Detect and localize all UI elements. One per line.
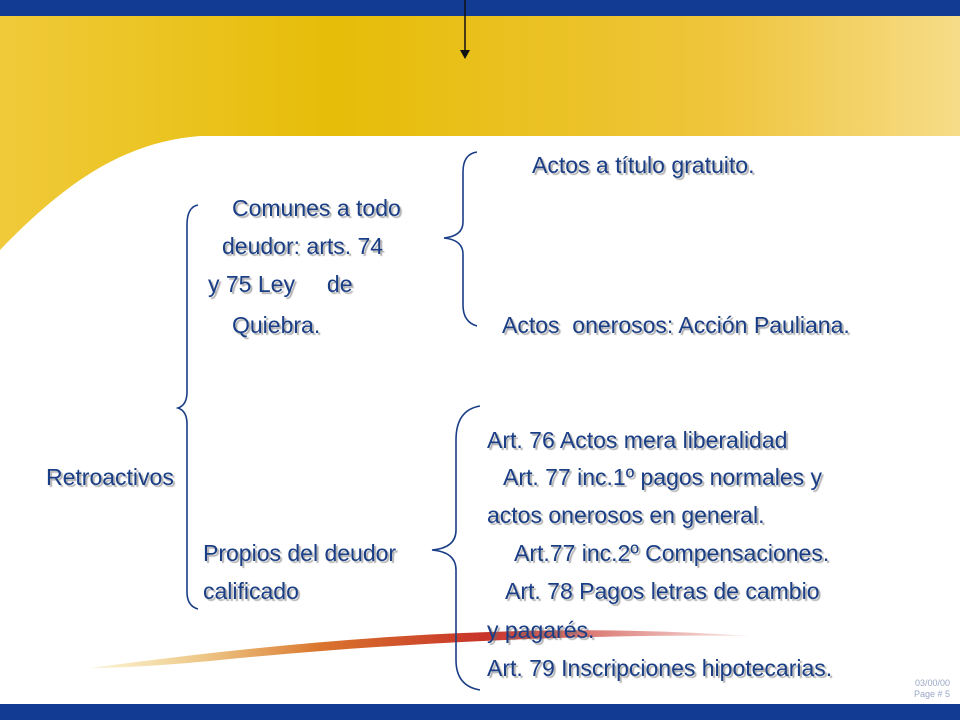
comunes-line-3: y 75 Ley de xyxy=(208,271,353,297)
art77-inc2-text: Art.77 inc.2º Compensaciones. xyxy=(514,540,830,566)
comunes-line-1: Comunes a todo xyxy=(232,195,401,221)
footer-date: 03/00/00 xyxy=(914,678,950,688)
propios-line-1: Propios del deudor xyxy=(203,540,397,566)
art78-continuation: y pagarés. xyxy=(487,617,595,643)
main-brace xyxy=(178,205,198,609)
down-arrow-head xyxy=(460,50,470,59)
comunes-line-4: Quiebra. xyxy=(232,312,321,338)
art77-inc1-continuation: actos onerosos en general. xyxy=(487,502,765,528)
art79-text: Art. 79 Inscripciones hipotecarias. xyxy=(487,655,833,681)
art76-text: Art. 76 Actos mera liberalidad xyxy=(487,427,788,453)
onerosos-text: Actos onerosos: Acción Pauliana. xyxy=(502,312,850,338)
art77-inc1-text: Art. 77 inc.1º pagos normales y xyxy=(503,464,823,490)
footer-page-number: Page # 5 xyxy=(913,689,950,699)
propios-line-2: calificado xyxy=(203,578,299,604)
comunes-line-2: deudor: arts. 74 xyxy=(222,233,384,259)
retroactivos-label: Retroactivos xyxy=(46,464,174,490)
upper-brace xyxy=(444,152,477,326)
art78-text: Art. 78 Pagos letras de cambio xyxy=(505,578,820,604)
lower-brace xyxy=(432,406,480,690)
gratuito-text: Actos a título gratuito. xyxy=(532,152,755,178)
